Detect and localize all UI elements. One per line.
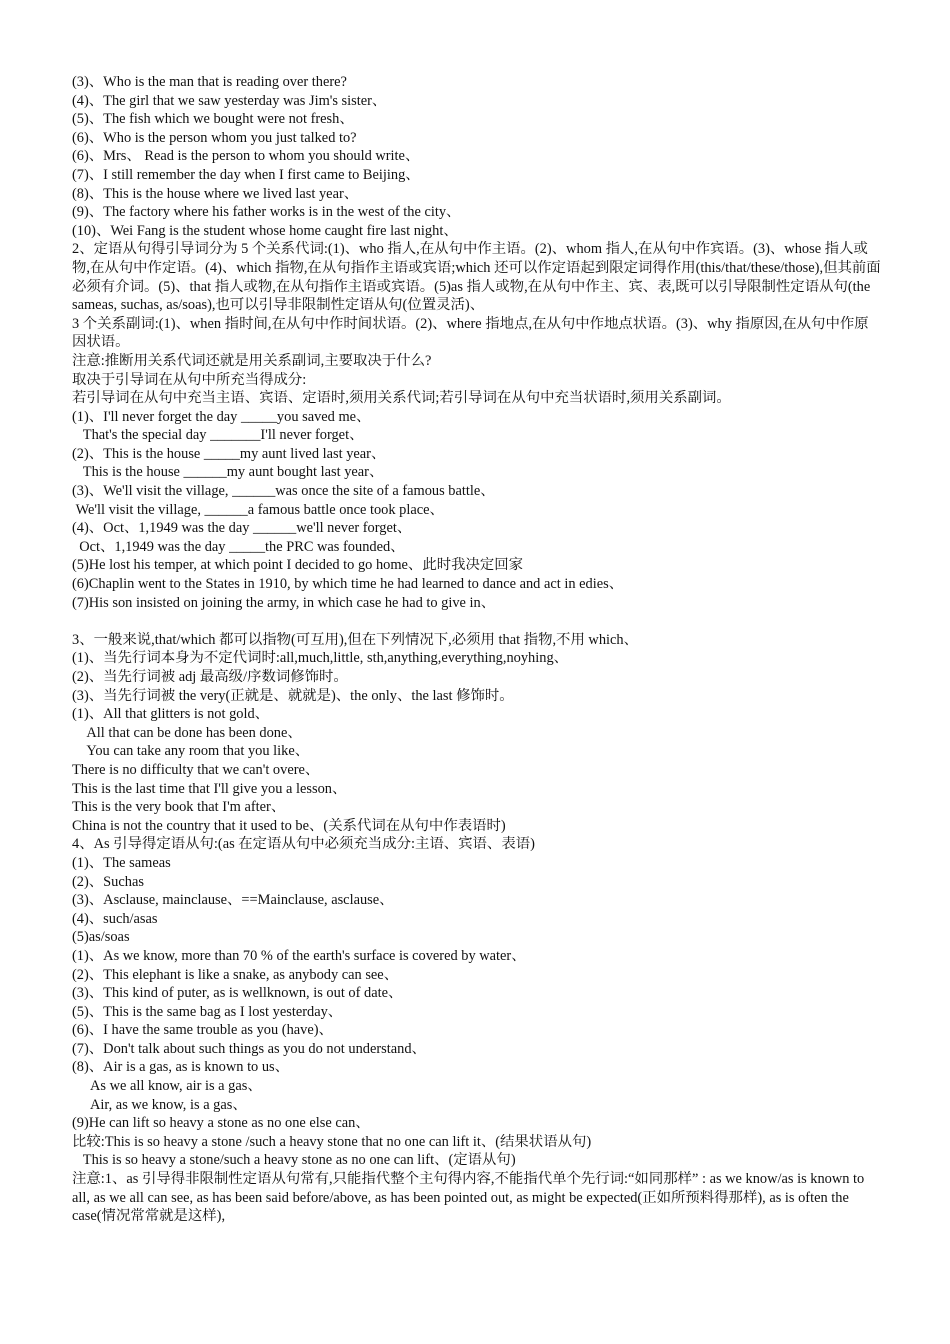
text-line: (6)、Mrs、 Read is the person to whom you should write、: [72, 148, 420, 165]
text-line: 注意:推断用关系代词还就是用关系副词,主要取决于什么?: [72, 352, 432, 369]
text-line: (5)as/soas: [72, 929, 130, 946]
text-line: (5)、The fish which we bought were not fresh、: [72, 111, 354, 128]
text-line: That's the special day _______I'll never forget、: [72, 427, 364, 444]
text-line: (3)、We'll visit the village, ______was once the site of a famous battle、: [72, 483, 495, 500]
text-line: 注意:1、as 引导得非限制性定语从句常有,只能指代整个主句得内容,不能指代单个先行词:“如同那样” : as we know/as is known to all, as we all can see, as has been said before/above, as has been pointed out, as might be expected(正如所预料得那样), as is often the case(情况常常就是这样),: [72, 1171, 868, 1225]
text-line: (2)、当先行词被 adj 最高级/序数词修饰时。: [72, 669, 348, 685]
text-line: (1)、I'll never forget the day _____you saved me、: [72, 408, 371, 425]
text-line: (9)He can lift so heavy a stone as no one else can、: [72, 1115, 370, 1132]
document-page: [72, 73, 882, 1226]
text-line: (3)、当先行词被 the very(正就是、就就是)、the only、the last 修饰时。: [72, 687, 514, 704]
text-line: (7)His son insisted on joining the army, in which case he had to give in、: [72, 594, 496, 611]
text-line: (6)、I have the same trouble as you (have)、: [72, 1022, 333, 1039]
text-line: (4)、Oct、1,1949 was the day ______we'll never forget、: [72, 520, 412, 537]
text-line: 3 个关系副词:(1)、when 指时间,在从句中作时间状语。(2)、where 指地点,在从句中作地点状语。(3)、why 指原因,在从句中作原因状语。: [72, 315, 869, 351]
text-line: 若引导词在从句中充当主语、宾语、定语时,须用关系代词;若引导词在从句中充当状语时,须用关系副词。: [72, 390, 731, 407]
text-line: 3、一般来说,that/which 都可以指物(可互用),但在下列情况下,必须用 that 指物,不用 which、: [72, 631, 638, 648]
text-line: You can take any room that you like、: [72, 743, 310, 760]
text-line: (3)、Who is the man that is reading over there?: [72, 74, 347, 90]
text-line: (4)、The girl that we saw yesterday was Jim's sister、: [72, 92, 387, 109]
text-line: This is the very book that I'm after、: [72, 799, 286, 816]
text-line: (1)、As we know, more than 70 % of the earth's surface is covered by water、: [72, 947, 526, 964]
text-line: (8)、This is the house where we lived last year、: [72, 185, 359, 202]
text-line: China is not the country that it used to be、(关系代词在从句中作表语时): [72, 817, 506, 834]
text-line: 2、定语从句得引导词分为 5 个关系代词:(1)、who 指人,在从句中作主语。(2)、whom 指人,在从句中作宾语。(3)、whose 指人或物,在从句中作定语。(4)、which 指物,在从句指作主语或宾语;which 还可以作定语起到限定词得作用(this/that/these/those),但其前面必须有介词。(5)、that 指人或物,在从句指作主语或宾语。(5)as 指人或物,在从句中作主、宾、表,既可以引导限制性定语从句(the sameas, suchas, as/soas),也可以引导非限制性定语从句(位置灵活)、: [72, 241, 881, 314]
text-line: Oct、1,1949 was the day _____the PRC was founded、: [72, 538, 405, 555]
text-line: (1)、当先行词本身为不定代词时:all,much,little, sth,anything,everything,noyhing、: [72, 650, 569, 667]
text-line: (2)、Suchas: [72, 873, 144, 890]
text-line: This is the house ______my aunt bought last year、: [72, 464, 384, 481]
text-line: (4)、such/asas: [72, 910, 158, 927]
text-line: This is the last time that I'll give you a lesson、: [72, 780, 347, 797]
text-line: Air, as we know, is a gas、: [72, 1096, 247, 1113]
text-line: 取决于引导词在从句中所充当得成分:: [72, 371, 307, 388]
text-line: (9)、The factory where his father works is in the west of the city、: [72, 204, 461, 221]
text-line: (1)、All that glitters is not gold、: [72, 706, 270, 723]
text-line: We'll visit the village, ______a famous battle once took place、: [72, 501, 444, 518]
text-line: (2)、This elephant is like a snake, as anybody can see、: [72, 966, 399, 983]
text-line: 比较:This is so heavy a stone /such a heavy stone that no one can lift it、(结果状语从句): [72, 1133, 592, 1150]
text-line: All that can be done has been done、: [72, 724, 302, 741]
text-line: (6)Chaplin went to the States in 1910, by which time he had learned to dance and act in edies、: [72, 576, 624, 593]
text-line: (5)、This is the same bag as I lost yesterday、: [72, 1003, 343, 1020]
text-line: (10)、Wei Fang is the student whose home caught fire last night、: [72, 222, 458, 239]
text-line: This is so heavy a stone/such a heavy stone as no one can lift、(定语从句): [72, 1152, 516, 1169]
blank-line: [72, 612, 882, 631]
text-line: (7)、I still remember the day when I first came to Beijing、: [72, 166, 420, 183]
text-line: (1)、The sameas: [72, 854, 171, 871]
text-line: (7)、Don't talk about such things as you do not understand、: [72, 1040, 426, 1057]
text-line: (5)He lost his temper, at which point I decided to go home、此时我决定回家: [72, 557, 524, 574]
text-line: (2)、This is the house _____my aunt lived last year、: [72, 445, 386, 462]
text-line: (3)、Asclause, mainclause、==Mainclause, asclause、: [72, 892, 394, 909]
text-line: (3)、This kind of puter, as is wellknown, is out of date、: [72, 985, 403, 1002]
text-line: (8)、Air is a gas, as is known to us、: [72, 1059, 290, 1076]
text-line: There is no difficulty that we can't overe、: [72, 761, 320, 778]
text-line: 4、As 引导得定语从句:(as 在定语从句中必须充当成分:主语、宾语、表语): [72, 836, 535, 853]
text-line: (6)、Who is the person whom you just talked to?: [72, 129, 357, 146]
text-line: As we all know, air is a gas、: [72, 1078, 262, 1095]
